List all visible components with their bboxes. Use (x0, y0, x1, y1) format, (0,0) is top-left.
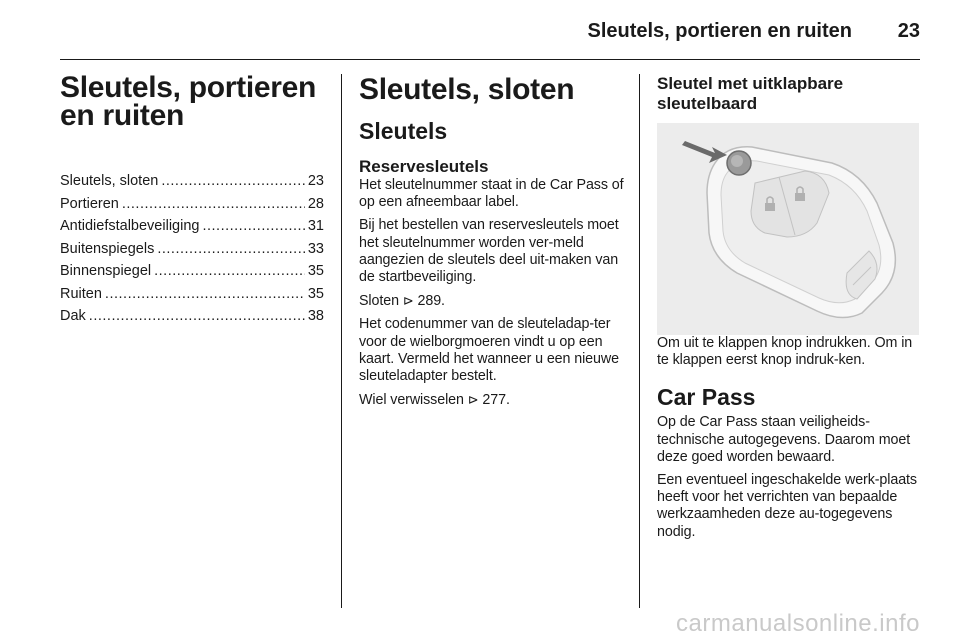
subsection-title: Sleutels (359, 118, 448, 144)
xref-text: Sloten (359, 293, 399, 310)
header-divider (60, 59, 920, 60)
paragraph: Op de Car Pass staan veiligheids-technische autogegevens. Daarom moet deze goed worden bewaard. (657, 414, 911, 465)
toc-entry-label: Dak (60, 308, 86, 324)
toc-entry[interactable] (60, 170, 324, 193)
key-fob-drawing (657, 123, 919, 335)
toc-entry[interactable] (60, 238, 324, 261)
toc-leader-dots (105, 283, 305, 306)
xref-page: 277. (482, 392, 510, 409)
toc-entry-page: 28 (307, 195, 324, 212)
folding-key-illustration (657, 123, 919, 335)
cross-reference[interactable] (359, 391, 625, 409)
toc-entry-label: Binnenspiegel (60, 263, 152, 279)
section-title: Sleutels, sloten (359, 73, 575, 106)
toc-entry-page: 33 (307, 240, 324, 257)
keys-locks-column (359, 74, 625, 415)
toc-entry-page: 38 (307, 308, 324, 324)
toc-entry[interactable] (60, 283, 324, 306)
toc-entry-label: Ruiten (60, 285, 102, 302)
paragraph: Bij het bestellen van reservesleutels moet het sleutelnummer worden ver-meld aangezien de sleutels deel uit-maken van de startbeveiliging. (359, 217, 619, 286)
toc-entry[interactable] (60, 305, 324, 328)
paragraph: Het sleutelnummer staat in de Car Pass of op een afneembaar label. (359, 177, 624, 211)
column-divider-2 (639, 74, 640, 608)
car-pass-title: Car Pass (657, 384, 756, 411)
toc-entry-page: 35 (307, 285, 324, 302)
toc-leader-dots (89, 305, 305, 328)
xref-text: Wiel verwisselen (359, 392, 464, 409)
folding-key-column (657, 74, 919, 547)
chapter-title: Sleutels, portieren en ruiten (60, 71, 317, 132)
subsubsection-title: Reservesleutels (359, 157, 489, 176)
chapter-column (60, 71, 324, 328)
toc-entry-label: Portieren (60, 195, 119, 212)
running-header-title: Sleutels, portieren en ruiten (587, 20, 852, 42)
toc-entry[interactable] (60, 260, 324, 283)
toc-leader-dots (154, 260, 305, 283)
table-of-contents (60, 170, 324, 328)
watermark: carmanualsonline.info (676, 610, 920, 637)
toc-leader-dots (122, 193, 305, 216)
toc-entry[interactable] (60, 215, 324, 238)
paragraph: Een eventueel ingeschakelde werk-plaats heeft voor het verrichten van bepaalde werkzaamheden deze au-togegevens nodig. (657, 472, 917, 540)
column-divider-1 (341, 74, 342, 608)
toc-entry-page: 31 (307, 218, 324, 234)
cross-reference[interactable] (359, 292, 625, 310)
toc-entry[interactable] (60, 193, 324, 216)
xref-arrow-icon: ⊳ (467, 392, 479, 408)
toc-leader-dots (202, 215, 304, 238)
toc-entry-label: Buitenspiegels (60, 240, 155, 257)
page-number: 23 (897, 20, 920, 42)
xref-arrow-icon: ⊳ (402, 293, 414, 309)
toc-entry-label: Sleutels, sloten (60, 173, 159, 189)
toc-entry-page: 23 (307, 173, 324, 189)
toc-entry-label: Antidiefstalbeveiliging (60, 218, 200, 234)
paragraph: Om uit te klappen knop indrukken. Om in te klappen eerst knop indruk-ken. (657, 335, 913, 369)
toc-entry-page: 35 (307, 263, 324, 279)
toc-leader-dots (157, 238, 305, 261)
xref-page: 289. (417, 293, 445, 310)
folding-key-title: Sleutel met uitklapbare sleutelbaard (657, 74, 844, 113)
toc-leader-dots (161, 170, 305, 193)
paragraph: Het codenummer van de sleuteladap-ter voor de wielborgmoeren vindt u op een kaart. Vermeld het wanneer u een nieuwe sleuteladapter bestelt. (359, 316, 619, 385)
